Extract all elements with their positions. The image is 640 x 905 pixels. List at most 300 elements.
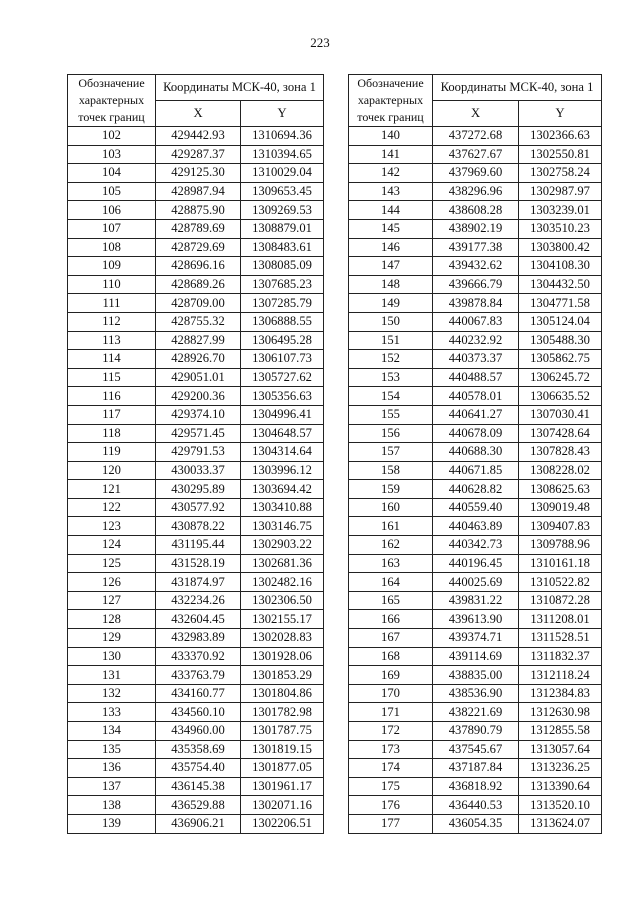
point-number-cell: 139	[68, 814, 156, 833]
point-number-cell: 133	[68, 703, 156, 722]
table-row	[68, 722, 324, 741]
table-row	[349, 498, 602, 517]
point-number-cell: 119	[68, 443, 156, 462]
y-coordinate-cell: 1309788.96	[519, 536, 602, 555]
x-coordinate-cell: 429051.01	[156, 368, 241, 387]
y-coordinate-cell: 1306888.55	[241, 312, 324, 331]
x-coordinate-cell: 430295.89	[156, 480, 241, 499]
x-coordinate-cell: 436145.38	[156, 777, 241, 796]
y-coordinate-cell: 1303510.23	[519, 219, 602, 238]
point-number-cell: 116	[68, 387, 156, 406]
table-row	[349, 312, 602, 331]
y-coordinate-cell: 1302155.17	[241, 610, 324, 629]
table-row	[349, 331, 602, 350]
table-row	[349, 536, 602, 555]
table-row	[68, 387, 324, 406]
x-column-header: X	[156, 101, 241, 127]
table-row	[68, 275, 324, 294]
point-number-cell: 176	[349, 796, 433, 815]
x-coordinate-cell: 440578.01	[433, 387, 519, 406]
point-number-cell: 121	[68, 480, 156, 499]
y-coordinate-cell: 1302071.16	[241, 796, 324, 815]
x-coordinate-cell: 439613.90	[433, 610, 519, 629]
y-coordinate-cell: 1303146.75	[241, 517, 324, 536]
x-coordinate-cell: 430878.22	[156, 517, 241, 536]
point-number-cell: 130	[68, 647, 156, 666]
table-row	[68, 629, 324, 648]
table-row	[68, 666, 324, 685]
y-coordinate-cell: 1301819.15	[241, 740, 324, 759]
point-number-cell: 114	[68, 350, 156, 369]
x-coordinate-cell: 437890.79	[433, 722, 519, 741]
y-coordinate-cell: 1304771.58	[519, 294, 602, 313]
x-coordinate-cell: 439878.84	[433, 294, 519, 313]
point-number-cell: 145	[349, 219, 433, 238]
y-coordinate-cell: 1313390.64	[519, 777, 602, 796]
y-coordinate-cell: 1306107.73	[241, 350, 324, 369]
point-number-cell: 117	[68, 405, 156, 424]
table-row	[68, 498, 324, 517]
point-number-cell: 138	[68, 796, 156, 815]
x-coordinate-cell: 440196.45	[433, 554, 519, 573]
x-coordinate-cell: 437272.68	[433, 127, 519, 146]
table-row	[68, 480, 324, 499]
point-number-cell: 142	[349, 164, 433, 183]
table-row	[68, 536, 324, 555]
y-coordinate-cell: 1313057.64	[519, 740, 602, 759]
point-number-cell: 154	[349, 387, 433, 406]
x-coordinate-cell: 440628.82	[433, 480, 519, 499]
point-number-cell: 163	[349, 554, 433, 573]
y-coordinate-cell: 1307030.41	[519, 405, 602, 424]
y-coordinate-cell: 1301782.98	[241, 703, 324, 722]
point-number-cell: 149	[349, 294, 433, 313]
point-number-cell: 148	[349, 275, 433, 294]
table-row	[349, 759, 602, 778]
point-number-cell: 153	[349, 368, 433, 387]
point-number-cell: 155	[349, 405, 433, 424]
table-row	[349, 219, 602, 238]
table-row	[68, 591, 324, 610]
table-row	[349, 573, 602, 592]
y-coordinate-cell: 1305727.62	[241, 368, 324, 387]
point-number-cell: 169	[349, 666, 433, 685]
table-row	[349, 368, 602, 387]
x-coordinate-cell: 439374.71	[433, 629, 519, 648]
point-number-cell: 157	[349, 443, 433, 462]
table-row	[68, 443, 324, 462]
table-body-right	[349, 127, 602, 834]
point-number-cell: 159	[349, 480, 433, 499]
table-row	[68, 740, 324, 759]
y-coordinate-cell: 1311528.51	[519, 629, 602, 648]
table-row	[68, 145, 324, 164]
point-number-cell: 110	[68, 275, 156, 294]
y-coordinate-cell: 1302987.97	[519, 182, 602, 201]
point-number-cell: 137	[68, 777, 156, 796]
x-coordinate-cell: 439177.38	[433, 238, 519, 257]
y-coordinate-cell: 1309407.83	[519, 517, 602, 536]
coordinates-system-header: Координаты МСК-40, зона 1	[156, 75, 324, 101]
x-coordinate-cell: 428709.00	[156, 294, 241, 313]
y-coordinate-cell: 1310161.18	[519, 554, 602, 573]
point-number-cell: 134	[68, 722, 156, 741]
table-row	[349, 164, 602, 183]
point-number-cell: 160	[349, 498, 433, 517]
point-label-header	[349, 75, 433, 127]
point-number-cell: 175	[349, 777, 433, 796]
table-body-left	[68, 127, 324, 834]
point-number-cell: 171	[349, 703, 433, 722]
point-label-header-line: Обозначение	[357, 76, 424, 90]
table-row	[349, 610, 602, 629]
y-coordinate-cell: 1301928.06	[241, 647, 324, 666]
table-row	[349, 201, 602, 220]
y-coordinate-cell: 1302366.63	[519, 127, 602, 146]
y-coordinate-cell: 1308625.63	[519, 480, 602, 499]
x-coordinate-cell: 434960.00	[156, 722, 241, 741]
point-number-cell: 113	[68, 331, 156, 350]
y-coordinate-cell: 1313624.07	[519, 814, 602, 833]
y-coordinate-cell: 1309269.53	[241, 201, 324, 220]
x-coordinate-cell: 431874.97	[156, 573, 241, 592]
x-coordinate-cell: 432983.89	[156, 629, 241, 648]
point-label-header-line: точек границ	[357, 110, 424, 124]
table-row	[68, 684, 324, 703]
point-label-header	[68, 75, 156, 127]
x-coordinate-cell: 428987.94	[156, 182, 241, 201]
table-row	[349, 127, 602, 146]
table-row	[349, 666, 602, 685]
point-number-cell: 170	[349, 684, 433, 703]
y-coordinate-cell: 1305124.04	[519, 312, 602, 331]
x-coordinate-cell: 440678.09	[433, 424, 519, 443]
x-coordinate-cell: 429200.36	[156, 387, 241, 406]
y-coordinate-cell: 1303410.88	[241, 498, 324, 517]
point-number-cell: 112	[68, 312, 156, 331]
table-row	[349, 238, 602, 257]
table-row	[68, 814, 324, 833]
y-coordinate-cell: 1308228.02	[519, 461, 602, 480]
point-label-header-line: характерных	[78, 93, 145, 107]
x-coordinate-cell: 429374.10	[156, 405, 241, 424]
x-coordinate-cell: 435358.69	[156, 740, 241, 759]
y-coordinate-cell: 1313520.10	[519, 796, 602, 815]
y-coordinate-cell: 1310872.28	[519, 591, 602, 610]
table-row	[349, 814, 602, 833]
table-row	[68, 796, 324, 815]
table-row	[68, 182, 324, 201]
point-number-cell: 136	[68, 759, 156, 778]
y-coordinate-cell: 1308879.01	[241, 219, 324, 238]
point-number-cell: 129	[68, 629, 156, 648]
y-coordinate-cell: 1304996.41	[241, 405, 324, 424]
x-coordinate-cell: 436054.35	[433, 814, 519, 833]
table-row	[68, 219, 324, 238]
table-row	[349, 350, 602, 369]
point-number-cell: 135	[68, 740, 156, 759]
point-number-cell: 125	[68, 554, 156, 573]
x-coordinate-cell: 439432.62	[433, 257, 519, 276]
point-number-cell: 150	[349, 312, 433, 331]
y-coordinate-cell: 1304432.50	[519, 275, 602, 294]
x-coordinate-cell: 437187.84	[433, 759, 519, 778]
x-coordinate-cell: 440025.69	[433, 573, 519, 592]
point-number-cell: 102	[68, 127, 156, 146]
y-coordinate-cell: 1302028.83	[241, 629, 324, 648]
table-row	[68, 777, 324, 796]
x-coordinate-cell: 436440.53	[433, 796, 519, 815]
x-coordinate-cell: 433370.92	[156, 647, 241, 666]
x-coordinate-cell: 428755.32	[156, 312, 241, 331]
y-coordinate-cell: 1301961.17	[241, 777, 324, 796]
y-coordinate-cell: 1301787.75	[241, 722, 324, 741]
x-coordinate-cell: 440488.57	[433, 368, 519, 387]
page-number: 223	[310, 35, 330, 50]
table-row	[349, 554, 602, 573]
table-row	[349, 722, 602, 741]
point-number-cell: 165	[349, 591, 433, 610]
y-coordinate-cell: 1310522.82	[519, 573, 602, 592]
table-row	[349, 703, 602, 722]
x-coordinate-cell: 431195.44	[156, 536, 241, 555]
point-number-cell: 104	[68, 164, 156, 183]
point-number-cell: 168	[349, 647, 433, 666]
table-row	[349, 405, 602, 424]
y-coordinate-cell: 1303694.42	[241, 480, 324, 499]
table-row	[349, 777, 602, 796]
y-coordinate-cell: 1305488.30	[519, 331, 602, 350]
y-coordinate-cell: 1302758.24	[519, 164, 602, 183]
x-coordinate-cell: 436529.88	[156, 796, 241, 815]
y-coordinate-cell: 1307285.79	[241, 294, 324, 313]
x-coordinate-cell: 440342.73	[433, 536, 519, 555]
point-number-cell: 156	[349, 424, 433, 443]
y-coordinate-cell: 1307828.43	[519, 443, 602, 462]
y-coordinate-cell: 1309019.48	[519, 498, 602, 517]
point-number-cell: 162	[349, 536, 433, 555]
x-coordinate-cell: 439666.79	[433, 275, 519, 294]
point-number-cell: 105	[68, 182, 156, 201]
x-coordinate-cell: 440373.37	[433, 350, 519, 369]
point-number-cell: 144	[349, 201, 433, 220]
point-number-cell: 161	[349, 517, 433, 536]
x-coordinate-cell: 428789.69	[156, 219, 241, 238]
table-row	[349, 647, 602, 666]
y-coordinate-cell: 1303239.01	[519, 201, 602, 220]
x-coordinate-cell: 428689.26	[156, 275, 241, 294]
y-column-header: Y	[241, 101, 324, 127]
x-coordinate-cell: 428875.90	[156, 201, 241, 220]
x-coordinate-cell: 438536.90	[433, 684, 519, 703]
point-label-header-line: точек границ	[78, 110, 145, 124]
x-coordinate-cell: 440671.85	[433, 461, 519, 480]
y-coordinate-cell: 1302482.16	[241, 573, 324, 592]
table-row	[349, 424, 602, 443]
table-row	[349, 145, 602, 164]
x-coordinate-cell: 435754.40	[156, 759, 241, 778]
table-row	[68, 759, 324, 778]
y-coordinate-cell: 1303996.12	[241, 461, 324, 480]
table-row	[349, 182, 602, 201]
point-number-cell: 106	[68, 201, 156, 220]
x-coordinate-cell: 437627.67	[433, 145, 519, 164]
point-number-cell: 174	[349, 759, 433, 778]
table-row	[349, 275, 602, 294]
x-coordinate-cell: 434560.10	[156, 703, 241, 722]
point-label-header-line: Обозначение	[78, 76, 145, 90]
y-coordinate-cell: 1302681.36	[241, 554, 324, 573]
point-number-cell: 120	[68, 461, 156, 480]
y-coordinate-cell: 1301877.05	[241, 759, 324, 778]
x-coordinate-cell: 436906.21	[156, 814, 241, 833]
x-coordinate-cell: 429287.37	[156, 145, 241, 164]
y-coordinate-cell: 1312118.24	[519, 666, 602, 685]
table-row	[349, 740, 602, 759]
x-coordinate-cell: 428696.16	[156, 257, 241, 276]
y-coordinate-cell: 1302550.81	[519, 145, 602, 164]
point-number-cell: 124	[68, 536, 156, 555]
table-row	[68, 238, 324, 257]
y-coordinate-cell: 1304648.57	[241, 424, 324, 443]
x-coordinate-cell: 428729.69	[156, 238, 241, 257]
point-number-cell: 103	[68, 145, 156, 164]
point-number-cell: 166	[349, 610, 433, 629]
y-coordinate-cell: 1308085.09	[241, 257, 324, 276]
y-coordinate-cell: 1311832.37	[519, 647, 602, 666]
table-row	[349, 294, 602, 313]
x-coordinate-cell: 431528.19	[156, 554, 241, 573]
x-coordinate-cell: 437545.67	[433, 740, 519, 759]
table-row	[68, 610, 324, 629]
point-number-cell: 143	[349, 182, 433, 201]
x-coordinate-cell: 440559.40	[433, 498, 519, 517]
point-number-cell: 173	[349, 740, 433, 759]
point-number-cell: 151	[349, 331, 433, 350]
table-row	[68, 294, 324, 313]
point-number-cell: 127	[68, 591, 156, 610]
table-row	[68, 257, 324, 276]
x-coordinate-cell: 429442.93	[156, 127, 241, 146]
table-row	[349, 461, 602, 480]
y-column-header: Y	[519, 101, 602, 127]
table-row	[68, 461, 324, 480]
point-number-cell: 118	[68, 424, 156, 443]
table-row	[68, 405, 324, 424]
table-row	[68, 517, 324, 536]
x-coordinate-cell: 440067.83	[433, 312, 519, 331]
y-coordinate-cell: 1310694.36	[241, 127, 324, 146]
table-row	[349, 443, 602, 462]
table-row	[68, 368, 324, 387]
x-coordinate-cell: 437969.60	[433, 164, 519, 183]
point-number-cell: 132	[68, 684, 156, 703]
point-number-cell: 115	[68, 368, 156, 387]
y-coordinate-cell: 1302306.50	[241, 591, 324, 610]
y-coordinate-cell: 1302903.22	[241, 536, 324, 555]
y-coordinate-cell: 1302206.51	[241, 814, 324, 833]
point-number-cell: 141	[349, 145, 433, 164]
x-coordinate-cell: 440232.92	[433, 331, 519, 350]
x-coordinate-cell: 439831.22	[433, 591, 519, 610]
table-row	[68, 554, 324, 573]
point-number-cell: 146	[349, 238, 433, 257]
x-coordinate-cell: 429571.45	[156, 424, 241, 443]
table-row	[68, 164, 324, 183]
y-coordinate-cell: 1312384.83	[519, 684, 602, 703]
x-coordinate-cell: 440688.30	[433, 443, 519, 462]
table-row	[349, 796, 602, 815]
x-coordinate-cell: 428926.70	[156, 350, 241, 369]
table-row	[68, 127, 324, 146]
y-coordinate-cell: 1307428.64	[519, 424, 602, 443]
point-label-header-line: характерных	[357, 93, 424, 107]
table-row	[68, 703, 324, 722]
x-coordinate-cell: 430577.92	[156, 498, 241, 517]
point-number-cell: 123	[68, 517, 156, 536]
point-number-cell: 164	[349, 573, 433, 592]
y-coordinate-cell: 1301853.29	[241, 666, 324, 685]
table-row	[68, 573, 324, 592]
y-coordinate-cell: 1312630.98	[519, 703, 602, 722]
y-coordinate-cell: 1305862.75	[519, 350, 602, 369]
point-number-cell: 128	[68, 610, 156, 629]
x-coordinate-cell: 438902.19	[433, 219, 519, 238]
point-number-cell: 131	[68, 666, 156, 685]
x-coordinate-cell: 440641.27	[433, 405, 519, 424]
table-row	[349, 517, 602, 536]
y-coordinate-cell: 1312855.58	[519, 722, 602, 741]
y-coordinate-cell: 1304108.30	[519, 257, 602, 276]
table-row	[68, 331, 324, 350]
coordinates-table-right	[348, 74, 602, 834]
x-coordinate-cell: 438835.00	[433, 666, 519, 685]
y-coordinate-cell: 1306245.72	[519, 368, 602, 387]
table-row	[68, 201, 324, 220]
point-number-cell: 109	[68, 257, 156, 276]
x-coordinate-cell: 428827.99	[156, 331, 241, 350]
y-coordinate-cell: 1301804.86	[241, 684, 324, 703]
x-coordinate-cell: 434160.77	[156, 684, 241, 703]
y-coordinate-cell: 1303800.42	[519, 238, 602, 257]
x-coordinate-cell: 440463.89	[433, 517, 519, 536]
x-coordinate-cell: 438608.28	[433, 201, 519, 220]
table-row	[68, 350, 324, 369]
y-coordinate-cell: 1309653.45	[241, 182, 324, 201]
point-number-cell: 122	[68, 498, 156, 517]
x-coordinate-cell: 432604.45	[156, 610, 241, 629]
point-number-cell: 158	[349, 461, 433, 480]
point-number-cell: 107	[68, 219, 156, 238]
x-coordinate-cell: 429791.53	[156, 443, 241, 462]
table-row	[349, 629, 602, 648]
table-row	[349, 480, 602, 499]
y-coordinate-cell: 1304314.64	[241, 443, 324, 462]
x-coordinate-cell: 438296.96	[433, 182, 519, 201]
x-coordinate-cell: 439114.69	[433, 647, 519, 666]
point-number-cell: 111	[68, 294, 156, 313]
x-coordinate-cell: 430033.37	[156, 461, 241, 480]
point-number-cell: 126	[68, 573, 156, 592]
table-row	[349, 387, 602, 406]
table-row	[68, 312, 324, 331]
y-coordinate-cell: 1308483.61	[241, 238, 324, 257]
y-coordinate-cell: 1305356.63	[241, 387, 324, 406]
point-number-cell: 147	[349, 257, 433, 276]
y-coordinate-cell: 1306635.52	[519, 387, 602, 406]
point-number-cell: 172	[349, 722, 433, 741]
table-row	[68, 647, 324, 666]
